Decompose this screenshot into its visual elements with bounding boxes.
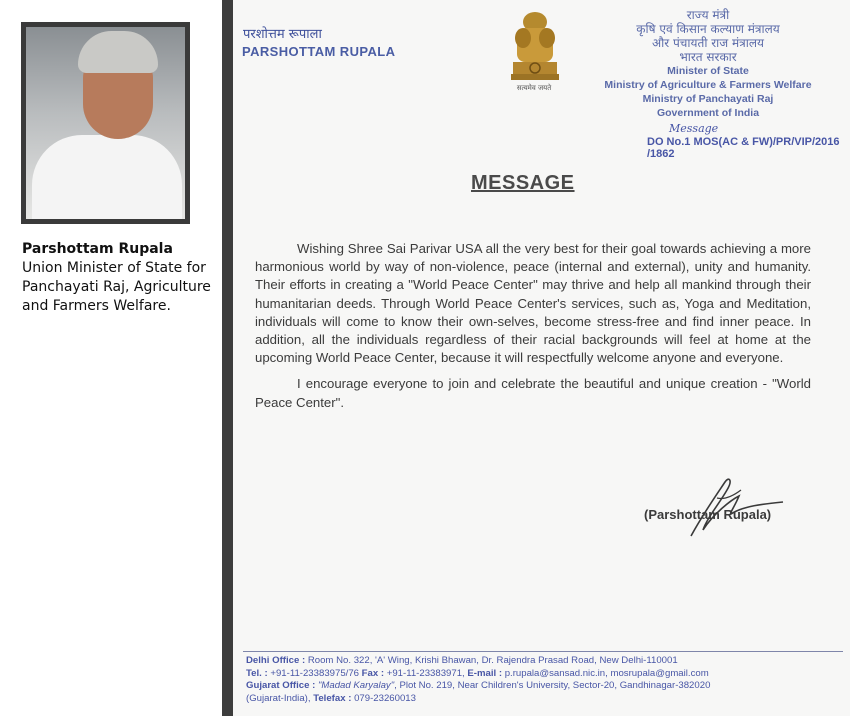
- photo-shirt: [32, 135, 182, 219]
- ministry-english-line: Ministry of Agriculture & Farmers Welfare: [604, 79, 812, 91]
- gujarat-office-place: "Madad Karyalay": [315, 680, 395, 691]
- gujarat-office-address: , Plot No. 219, Near Children's University, Sector-20, Gandhinagar-382020: [394, 680, 711, 691]
- gujarat-state: (Gujarat-India),: [246, 692, 314, 704]
- profile-photo: [26, 27, 185, 219]
- vertical-divider: [222, 0, 233, 716]
- ministry-block: [573, 8, 843, 120]
- fax-label: Fax :: [361, 667, 385, 679]
- footer-telefax-line: [246, 693, 846, 706]
- ministry-hindi-line: भारत सरकार: [679, 50, 737, 64]
- ministry-hindi-line: कृषि एवं किसान कल्याण मंत्रालय: [636, 22, 780, 36]
- signatory-name: (Parshottam Rupala): [644, 507, 772, 522]
- profile-photo-frame: [21, 22, 190, 224]
- ministry-english-line: Minister of State: [667, 65, 749, 77]
- profile-title-line1: Union Minister of State for: [22, 260, 206, 276]
- profile-title-line2: Panchayati Raj, Agriculture: [22, 279, 211, 295]
- footer-gujarat-line: [246, 680, 846, 693]
- photo-hair: [78, 31, 158, 73]
- reference-note: Message: [669, 122, 719, 135]
- footer-delhi-line: [246, 655, 846, 668]
- ministry-hindi-line: और पंचायती राज मंत्रालय: [651, 36, 764, 50]
- ministry-english-line: Government of India: [656, 107, 760, 119]
- tel-value: +91-11-23383975/76: [267, 667, 362, 679]
- tel-label: Tel. :: [246, 667, 268, 679]
- delhi-office-label: Delhi Office :: [246, 655, 306, 666]
- national-emblem-icon: [503, 8, 567, 92]
- emblem-motto: सत्यमेव जयते: [516, 84, 552, 92]
- message-body: [255, 240, 811, 420]
- letter-document: [233, 0, 850, 716]
- footer-divider: [243, 651, 843, 652]
- reference-number: DO No.1 MOS(AC & FW)/PR/VIP/2016 /1862: [647, 136, 840, 160]
- footer-contact-line: [246, 668, 846, 681]
- letterhead-name-english: PARSHOTTAM RUPALA: [242, 44, 396, 59]
- letter-footer: [246, 655, 846, 705]
- email-value: p.rupala@sansad.nic.in, mosrupala@gmail.com: [502, 667, 709, 679]
- gujarat-office-label: Gujarat Office :: [246, 680, 316, 691]
- profile-caption: [22, 240, 222, 316]
- email-label: E-mail :: [467, 667, 503, 679]
- ministry-hindi-line: राज्य मंत्री: [686, 8, 730, 22]
- message-heading: MESSAGE: [471, 172, 575, 194]
- profile-name: Parshottam Rupala: [22, 241, 173, 257]
- telefax-value: 079-23260013: [351, 692, 416, 704]
- fax-value: +91-11-23383971,: [384, 667, 468, 679]
- delhi-office-address: Room No. 322, 'A' Wing, Krishi Bhawan, Dr. Rajendra Prasad Road, New Delhi-110001: [305, 655, 678, 666]
- telefax-label: Telefax :: [313, 692, 352, 704]
- profile-title-line3: and Farmers Welfare.: [22, 298, 171, 314]
- letterhead-name-hindi: परशोत्तम रूपाला: [243, 27, 322, 42]
- ministry-english-line: Ministry of Panchayati Raj: [642, 93, 774, 105]
- message-paragraph: Wishing Shree Sai Parivar USA all the very best for their goal towards achieving a more harmonious world by way of non-violence, peace (internal and external), unity and humanity. Their efforts in creating a "World Peace Center" may thrive and help all mankind through their humanitarian deeds. Through World Peace Center's services, such as, Yoga and Meditation, individuals will come to know their own-selves, become stress-free and find inner peace. In addition, all the individuals regardless of their racial backgrounds will feel at home at the upcoming World Peace Center, because it will respectfully welcome anyone and everyone.: [255, 241, 811, 366]
- message-paragraph: I encourage everyone to join and celebrate the beautiful and unique creation - "World Peace Center".: [255, 376, 811, 410]
